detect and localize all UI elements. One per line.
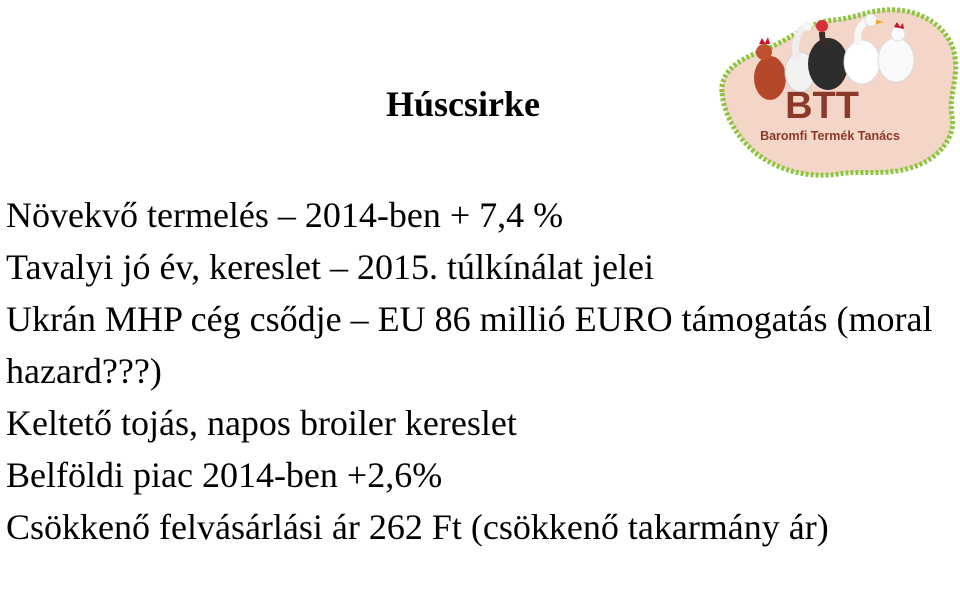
- bullet-item: Növekvő termelés – 2014-ben + 7,4 %: [6, 195, 564, 235]
- bullet-item: Csökkenő felvásárlási ár 262 Ft (csökkenő takarmány ár): [6, 507, 829, 547]
- logo-subtitle: Baromfi Termék Tanács: [760, 129, 900, 143]
- bullet-item: Ukrán MHP cég csődje – EU 86 millió EURO támogatás (moral hazard???): [6, 299, 942, 391]
- bullet-item: Belföldi piac 2014-ben +2,6%: [6, 455, 443, 495]
- logo-title: BTT: [785, 85, 859, 127]
- bullet-item: Keltető tojás, napos broiler kereslet: [6, 403, 517, 443]
- bullet-list: [6, 189, 946, 553]
- slide-title: Húscsirke: [385, 84, 540, 124]
- bullet-item: Tavalyi jó év, kereslet – 2015. túlkínálat jelei: [6, 247, 654, 287]
